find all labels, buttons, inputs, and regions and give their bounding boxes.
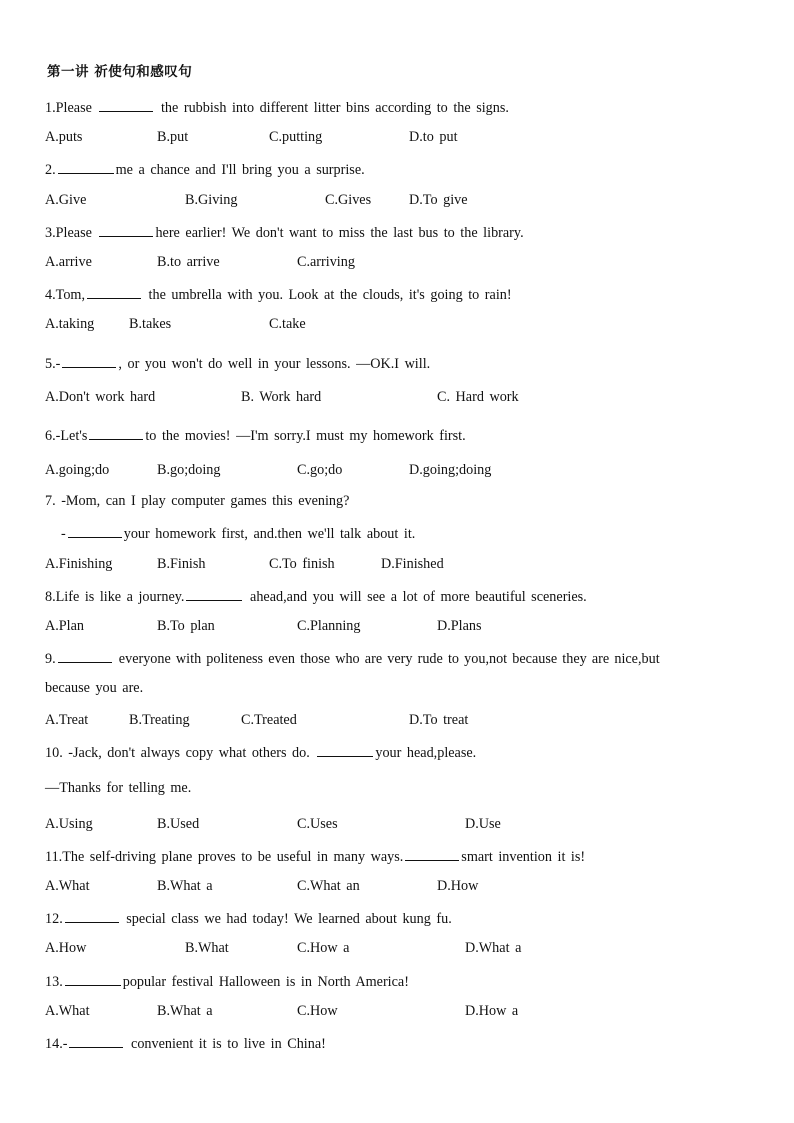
answer-blank: [65, 972, 121, 986]
question-11: 11.The self-driving plane proves to be useful in many ways. smart invention it is!: [45, 849, 586, 865]
option-b: B.What a: [157, 878, 213, 894]
answer-blank: [87, 285, 141, 299]
option-d: D.Plans: [437, 618, 482, 634]
option-a: A.Give: [45, 192, 87, 208]
option-d: D.How: [437, 878, 479, 894]
answer-blank: [405, 847, 459, 861]
option-c: C.How a: [297, 940, 350, 956]
question-7-reply: - your homework first, and.then we'll talk about it.: [61, 526, 416, 542]
question-9: 9. everyone with politeness even those who are very rude to you,not because they are nice,but: [45, 651, 660, 667]
option-b: B.go;doing: [157, 462, 221, 478]
question-1: 1.Please the rubbish into different litter bins according to the signs.: [45, 100, 509, 116]
option-a: A.puts: [45, 129, 83, 145]
option-a: A.Finishing: [45, 556, 113, 572]
question-2: 2. me a chance and I'll bring you a surprise.: [45, 162, 365, 178]
question-5: 5.- , or you won't do well in your lessons. —OK.I will.: [45, 356, 431, 372]
answer-blank: [186, 587, 242, 601]
answer-blank: [65, 909, 119, 923]
question-3: 3.Please here earlier! We don't want to miss the last bus to the library.: [45, 225, 524, 241]
option-b: B.put: [157, 129, 189, 145]
option-b: B.to arrive: [157, 254, 220, 270]
page-title: 第一讲 祈使句和感叹句: [47, 64, 193, 80]
option-c: C.Gives: [325, 192, 372, 208]
option-a: A.Treat: [45, 712, 89, 728]
answer-blank: [62, 354, 116, 368]
option-c: C.Uses: [297, 816, 338, 832]
option-a: A.Don't work hard: [45, 389, 156, 405]
option-a: A.Using: [45, 816, 93, 832]
option-d: D.What a: [465, 940, 522, 956]
answer-blank: [99, 98, 153, 112]
option-a: A.What: [45, 1003, 90, 1019]
answer-blank: [68, 524, 122, 538]
option-a: A.taking: [45, 316, 95, 332]
option-a: A.arrive: [45, 254, 92, 270]
answer-blank: [58, 160, 114, 174]
option-c: C.take: [269, 316, 306, 332]
option-c: C.putting: [269, 129, 323, 145]
question-7: 7. -Mom, can I play computer games this evening?: [45, 493, 350, 509]
option-c: C.arriving: [297, 254, 355, 270]
option-a: A.What: [45, 878, 90, 894]
option-d: D.To treat: [409, 712, 469, 728]
option-b: B.Giving: [185, 192, 238, 208]
option-c: C.go;do: [297, 462, 343, 478]
option-b: B. Work hard: [241, 389, 322, 405]
option-b: B.What: [185, 940, 229, 956]
option-d: D.To give: [409, 192, 468, 208]
option-d: D.Finished: [381, 556, 444, 572]
option-c: C.How: [297, 1003, 338, 1019]
option-a: A.How: [45, 940, 87, 956]
option-b: B.takes: [129, 316, 172, 332]
option-c: C.What an: [297, 878, 360, 894]
option-c: C. Hard work: [437, 389, 519, 405]
option-c: C.Treated: [241, 712, 297, 728]
option-d: D.going;doing: [409, 462, 492, 478]
question-8: 8.Life is like a journey. ahead,and you will see a lot of more beautiful sceneries.: [45, 589, 587, 605]
answer-blank: [58, 649, 112, 663]
option-c: C.Planning: [297, 618, 361, 634]
option-b: B.To plan: [157, 618, 215, 634]
option-a: A.going;do: [45, 462, 110, 478]
question-13: 13. popular festival Halloween is in North America!: [45, 974, 409, 990]
option-d: D.to put: [409, 129, 458, 145]
option-b: B.Used: [157, 816, 200, 832]
option-b: B.Finish: [157, 556, 206, 572]
option-c: C.To finish: [269, 556, 335, 572]
question-10: 10. -Jack, don't always copy what others do. your head,please.: [45, 745, 477, 761]
option-b: B.What a: [157, 1003, 213, 1019]
answer-blank: [69, 1034, 123, 1048]
question-6: 6.-Let's to the movies! —I'm sorry.I must my homework first.: [45, 428, 466, 444]
question-9-continued: because you are.: [45, 680, 144, 696]
question-4: 4.Tom, the umbrella with you. Look at the clouds, it's going to rain!: [45, 287, 512, 303]
question-10-reply: —Thanks for telling me.: [45, 780, 192, 796]
option-a: A.Plan: [45, 618, 85, 634]
option-d: D.How a: [465, 1003, 519, 1019]
answer-blank: [89, 426, 143, 440]
option-b: B.Treating: [129, 712, 190, 728]
answer-blank: [99, 223, 153, 237]
question-12: 12. special class we had today! We learned about kung fu.: [45, 911, 452, 927]
answer-blank: [317, 743, 373, 757]
question-14: 14.- convenient it is to live in China!: [45, 1036, 326, 1052]
option-d: D.Use: [465, 816, 501, 832]
